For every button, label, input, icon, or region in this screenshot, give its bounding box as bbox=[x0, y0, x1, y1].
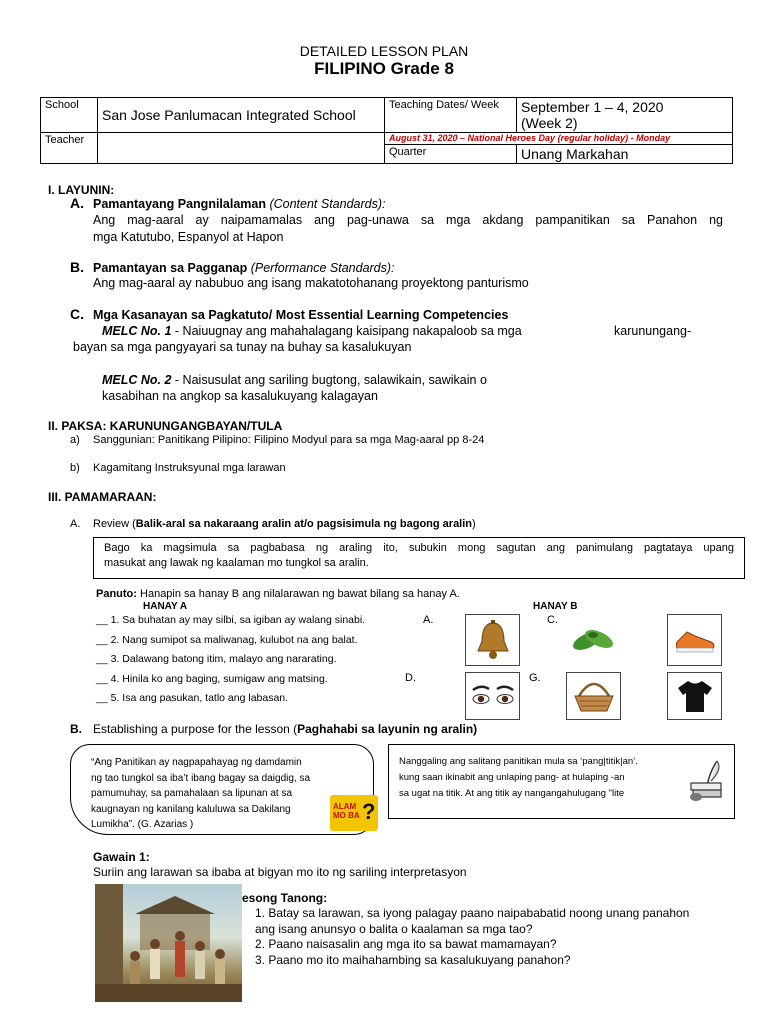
teacher-value bbox=[98, 133, 385, 164]
tshirt-image bbox=[667, 672, 722, 720]
pretest-box bbox=[93, 537, 745, 579]
list-item: __ 5. Isa ang pasukan, tatlo ang labasan. bbox=[96, 692, 289, 704]
performance-standards-title: Pamantayan sa Pagganap bbox=[93, 261, 248, 275]
books-quill-icon bbox=[687, 759, 729, 803]
question-3: 3. Paano mo ito maihahambing sa kasalukuyang panahon? bbox=[255, 952, 571, 967]
purpose-heading bbox=[93, 722, 477, 736]
shoes-image bbox=[667, 614, 722, 666]
list-item: __ 3. Dalawang batong itim, malayo ang nararating. bbox=[96, 653, 337, 665]
melc-1-label: MELC No. 1 bbox=[102, 324, 172, 338]
layunin-a-letter: A. bbox=[70, 195, 84, 211]
questions-list bbox=[255, 906, 689, 968]
alam-mo-ba-text bbox=[333, 802, 360, 820]
melc-1-text: - Naiuugnay ang mahahalagang kaisipang nakapaloob sa mga bbox=[171, 324, 522, 338]
list-item: __ 4. Hinila ko ang baging, sumigaw ang matsing. bbox=[96, 672, 328, 685]
layunin-title: I. LAYUNIN: bbox=[48, 183, 115, 197]
layunin-b-letter: B. bbox=[70, 259, 84, 275]
paksa-b-text: Kagamitang Instruksyunal mga larawan bbox=[93, 462, 286, 474]
pretest-text-2: masukat ang lawak ng kaalaman mo tungkol sa aralin. bbox=[104, 557, 369, 569]
info-line: sa ugat na titik. At ang titik ay nangangahulugang "lite bbox=[399, 788, 625, 799]
paksa-a-letter: a) bbox=[70, 434, 80, 446]
pamamaraan-a-letter: A. bbox=[70, 518, 81, 530]
panitikan-info-text bbox=[399, 754, 687, 802]
dates-value-2: (Week 2) bbox=[521, 115, 578, 131]
melc-2-label: MELC No. 2 bbox=[102, 373, 172, 387]
basket-image bbox=[566, 672, 621, 720]
info-line: kung saan ikinabit ang unlaping pang- at hulaping -an bbox=[399, 772, 625, 783]
bell-image bbox=[465, 614, 520, 666]
list-item: __ 1. Sa buhatan ay may silbi, sa igiban ay walang sinabi. bbox=[96, 614, 366, 626]
bittermelon-icon bbox=[569, 621, 617, 657]
pretest-text-1: Bago ka magsimula sa pagbabasa ng araling ito, subukin mong sagutan ang panimulang pagtataya upang bbox=[104, 542, 734, 554]
content-standards-text-2: mga Katutubo, Espanyol at Hapon bbox=[93, 230, 284, 244]
choice-letter-d: D. bbox=[405, 672, 416, 684]
gawain-text: Suriin ang larawan sa ibaba at bigyan mo ito ng sariling interpretasyon bbox=[93, 865, 467, 879]
hanay-a-label: HANAY A bbox=[143, 601, 188, 612]
melc-2-line-1 bbox=[102, 373, 487, 387]
doc-title: DETAILED LESSON PLAN bbox=[299, 43, 469, 59]
layunin-c-letter: C. bbox=[70, 306, 84, 322]
melc-1-line-2: bayan sa mga pangyayari sa tunay na buhay sa kasalukuyan bbox=[73, 340, 412, 354]
choice-letter-c: C. bbox=[547, 614, 558, 626]
question-1: 1. Batay sa larawan, sa iyong palagay paano naipababatid noong unang panahon bbox=[255, 906, 690, 920]
purpose-bold: Paghahabi sa layunin ng aralin) bbox=[297, 722, 478, 736]
performance-standards-sub: (Performance Standards): bbox=[247, 261, 395, 275]
shoe-icon bbox=[673, 624, 717, 656]
quote-text bbox=[91, 755, 310, 833]
alam-mo-ba-badge bbox=[330, 795, 378, 831]
dates-value-1: September 1 – 4, 2020 bbox=[521, 99, 664, 115]
question-1-cont: ang isang anunsyo o balita o kaalaman sa mga tao? bbox=[255, 921, 533, 936]
dates-label: Teaching Dates/ Week bbox=[385, 98, 517, 133]
performance-standards-text: Ang mag-aaral ay nabubuo ang isang makatotohanang proyektong panturismo bbox=[93, 276, 529, 290]
panitikan-info-box bbox=[388, 744, 735, 819]
performance-standards-heading bbox=[93, 261, 395, 275]
content-standards-title: Pamantayang Pangnilalaman bbox=[93, 197, 266, 211]
hanay-b-label: HANAY B bbox=[533, 601, 578, 612]
melc-1-line-1 bbox=[102, 324, 522, 338]
content-standards-text-1: Ang mag-aaral ay naipamamalas ang pag-unawa sa mga akdang pampanitikan sa Panahon ng bbox=[93, 213, 723, 227]
quote-line: ng tao tungkol sa iba’t ibang bagay sa daigdig, sa bbox=[91, 772, 311, 784]
panuto-text: Hanapin sa hanay B ang nilalarawan ng bawat bilang sa hanay A. bbox=[136, 588, 460, 600]
tshirt-icon bbox=[675, 678, 715, 714]
review-close: ) bbox=[472, 518, 476, 530]
quote-line: kaugnayan ng kanilang kaluluwa sa Dakilang bbox=[91, 803, 291, 815]
review-heading bbox=[93, 518, 476, 530]
paksa-b-letter: b) bbox=[70, 462, 80, 474]
melc-2-line-2: kasabihan na angkop sa kasalukuyang kalagayan bbox=[102, 389, 378, 403]
bittermelon-image bbox=[566, 614, 619, 664]
teacher-label: Teacher bbox=[41, 133, 98, 164]
bell-icon bbox=[473, 619, 513, 661]
holiday-note: August 31, 2020 – National Heroes Day (regular holiday) - Monday bbox=[385, 133, 733, 145]
eyes-image bbox=[465, 672, 520, 720]
pamamaraan-b-letter: B. bbox=[70, 722, 82, 736]
gawain-title: Gawain 1: bbox=[93, 850, 150, 864]
paksa-a-text: Sanggunian: Panitikang Pilipino: Filipino Modyul para sa mga Mag-aaral pp 8-24 bbox=[93, 434, 485, 446]
quarter-value: Unang Markahan bbox=[517, 145, 733, 164]
school-label: School bbox=[41, 98, 98, 133]
eyes-icon bbox=[470, 683, 516, 709]
panuto-label: Panuto: bbox=[96, 588, 137, 600]
content-standards-heading bbox=[93, 197, 386, 211]
pamamaraan-title: III. PAMAMARAAN: bbox=[48, 490, 157, 504]
purpose-label: Establishing a purpose for the lesson ( bbox=[93, 722, 298, 736]
content-standards-sub: (Content Standards): bbox=[265, 197, 386, 211]
quote-line: Lumikha”. (G. Azarias ) bbox=[91, 819, 194, 830]
melc-heading: Mga Kasanayan sa Pagkatuto/ Most Essential Learning Competencies bbox=[93, 308, 509, 322]
basket-icon bbox=[571, 678, 617, 714]
school-value: San Jose Panlumacan Integrated School bbox=[98, 98, 385, 133]
melc-2-text: - Naisusulat ang sariling bugtong, salawikain, sawikain o bbox=[171, 373, 487, 387]
choice-letter-a: A. bbox=[423, 614, 434, 626]
paksa-title: II. PAKSA: KARUNUNGANGBAYAN/TULA bbox=[48, 419, 283, 433]
quote-bubble bbox=[70, 744, 374, 835]
info-table bbox=[40, 97, 733, 164]
review-label: Review ( bbox=[93, 518, 136, 530]
hanay-a-list bbox=[96, 614, 365, 712]
question-2: 2. Paano naisasalin ang mga ito sa bawat mamamayan? bbox=[255, 937, 557, 951]
list-item: __ 2. Nang sumipot sa maliwanag, kulubot na ang balat. bbox=[96, 633, 358, 646]
info-line: Nanggaling ang salitang panitikan mula sa ‘pang|titik|an’. bbox=[399, 756, 638, 767]
doc-subject: FILIPINO Grade 8 bbox=[314, 59, 454, 78]
mo-ba-text: MO BA bbox=[333, 811, 360, 820]
painting-scene bbox=[95, 884, 242, 1002]
melc-1-text-end: karunungang- bbox=[614, 324, 692, 338]
historical-painting bbox=[95, 884, 242, 1002]
quarter-label: Quarter bbox=[385, 145, 517, 164]
review-bold: Balik-aral sa nakaraang aralin at/o pagsisimula ng bagong aralin bbox=[135, 518, 473, 530]
alam-text: ALAM bbox=[333, 802, 357, 811]
dates-value bbox=[517, 98, 733, 133]
tanong-title: esong Tanong: bbox=[242, 891, 328, 905]
panuto bbox=[96, 588, 460, 600]
quote-line: pamumuhay, sa pamahalaan sa lipunan at sa bbox=[91, 788, 293, 799]
choice-letter-g: G. bbox=[529, 672, 541, 684]
quote-line: “Ang Panitikan ay nagpapahayag ng damdamin bbox=[91, 757, 302, 768]
question-mark-icon: ? bbox=[362, 799, 376, 824]
